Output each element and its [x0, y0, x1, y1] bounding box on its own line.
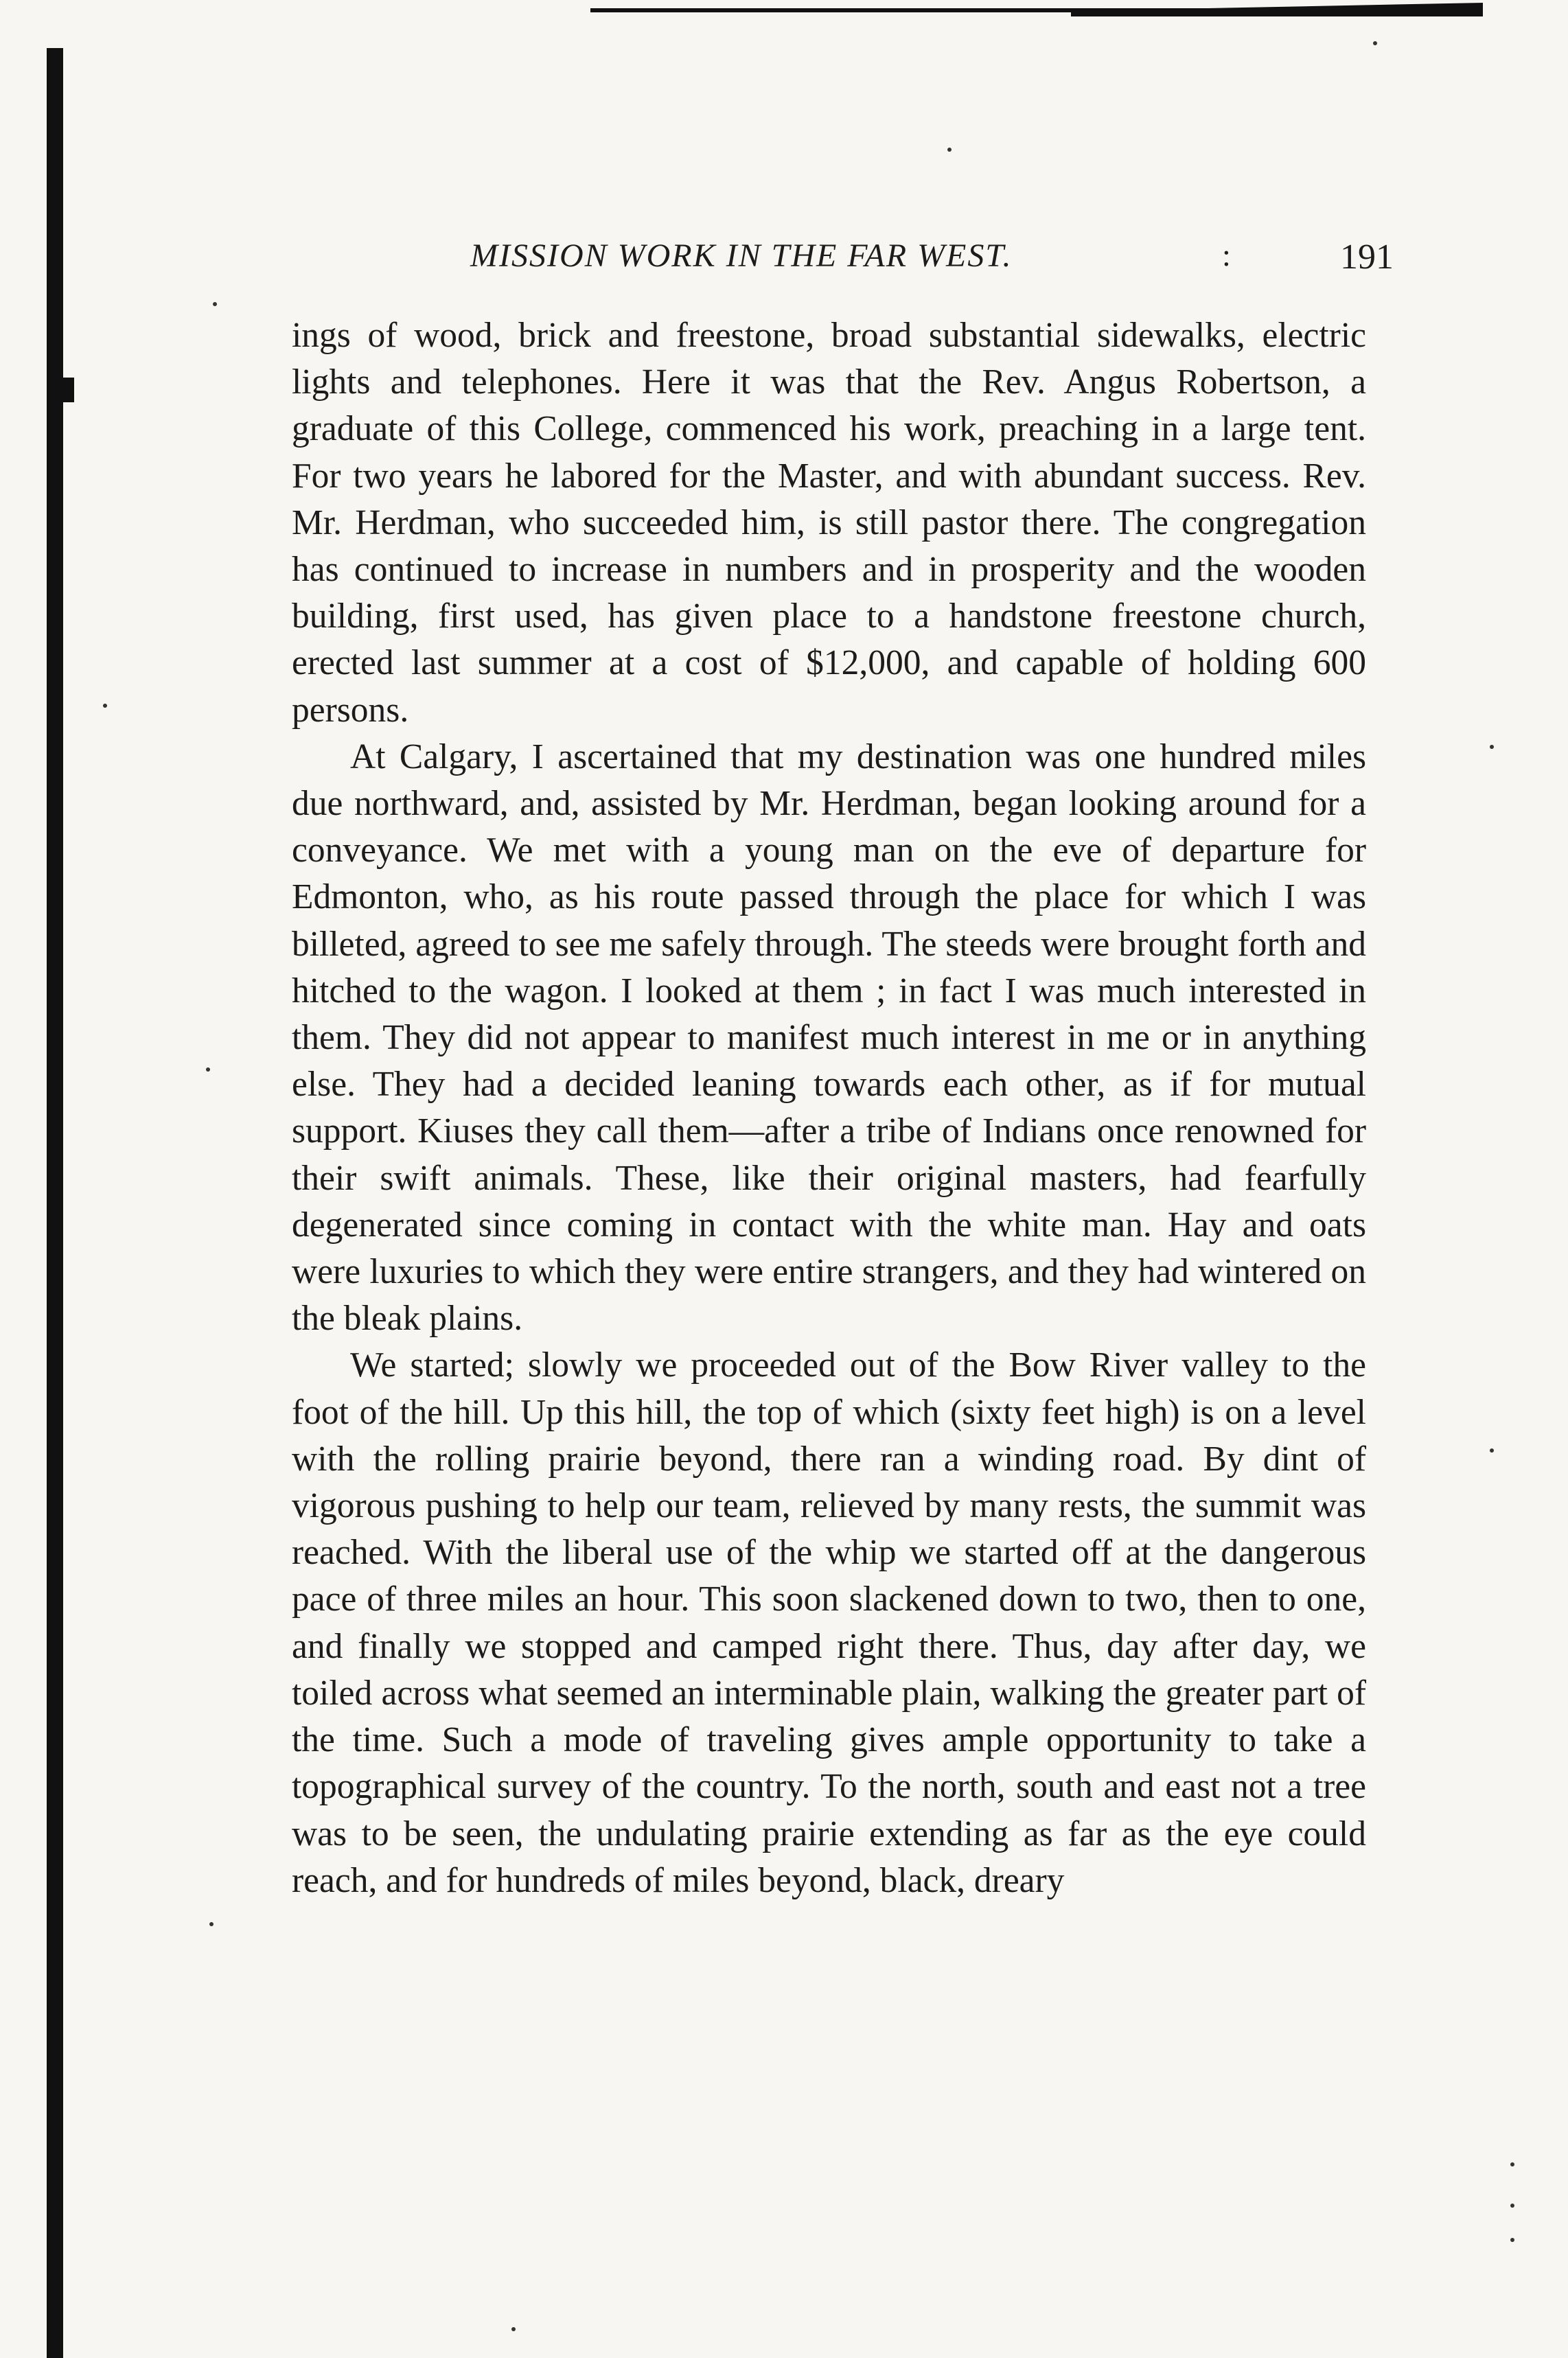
- scan-speck: [1510, 2238, 1514, 2242]
- body-text: [292, 312, 1366, 1904]
- scan-speck: [209, 1922, 214, 1926]
- binding-edge-mark: [54, 378, 74, 402]
- page-number: 191: [1340, 238, 1394, 277]
- running-title: MISSION WORK IN THE FAR WEST.: [470, 238, 1013, 274]
- scan-speck: [1510, 2162, 1514, 2166]
- scan-speck: [103, 704, 107, 708]
- scan-speck: [206, 1067, 210, 1072]
- paragraph-3: We started; slowly we proceeded out of the Bow River valley to the foot of the hill. Up this hill, the top of which (sixty feet high) is on a level with the rolling prairie beyond, there ran a winding road. By dint of vigorous pushing to help our team, relieved by many rests, the summit was reached. With the liberal use of the whip we started off at the dangerous pace of three miles an hour. This soon slackened down to two, then to one, and finally we stopped and camped right there. Thus, day after day, we toiled across what seemed an interminable plain, walking the greater part of the time. Such a mode of traveling gives ample opportunity to take a topographical survey of the country. To the north, south and east not a tree was to be seen, the undulating prairie extending as far as the eye could reach, and for hundreds of miles beyond, black, dreary: [292, 1345, 1366, 1900]
- scan-speck: [1373, 41, 1377, 45]
- running-header: [292, 237, 1394, 285]
- scan-speck: [947, 148, 952, 152]
- header-separator: :: [1222, 238, 1231, 273]
- scan-speck: [213, 302, 217, 306]
- scan-speck: [1490, 1448, 1494, 1453]
- paragraph-2: At Calgary, I ascertained that my destination was one hundred miles due northward, and, assisted by Mr. Herdman, began looking around for a conveyance. We met with a young man on the eve of departure for Edmonton, who, as his route passed through the place for which I was billeted, agreed to see me safely through. The steeds were brought forth and hitched to the wagon. I looked at them ; in fact I was much interested in them. They did not appear to manifest much interest in me or in anything else. They had a decided leaning towards each other, as if for mutual support. Kiuses they call them—after a tribe of Indians once renowned for their swift animals. These, like their original masters, had fearfully degenerated since coming in contact with the white man. Hay and oats were luxuries to which they were entire strangers, and they had wintered on the bleak plains.: [292, 737, 1366, 1339]
- paragraph-1: ings of wood, brick and freestone, broad substantial sidewalks, electric lights and telephones. Here it was that the Rev. Angus Robertson, a graduate of this College, commenced his work, preaching in a large tent. For two years he labored for the Master, and with abundant success. Rev. Mr. Herdman, who succeeded him, is still pastor there. The congregation has continued to increase in numbers and in prosperity and the wooden building, first used, has given place to a handstone freestone church, erected last summer at a cost of $12,000, and capable of holding 600 persons.: [292, 316, 1366, 730]
- scan-speck: [1510, 2204, 1514, 2208]
- scan-speck: [511, 2327, 516, 2331]
- scan-speck: [1490, 745, 1494, 749]
